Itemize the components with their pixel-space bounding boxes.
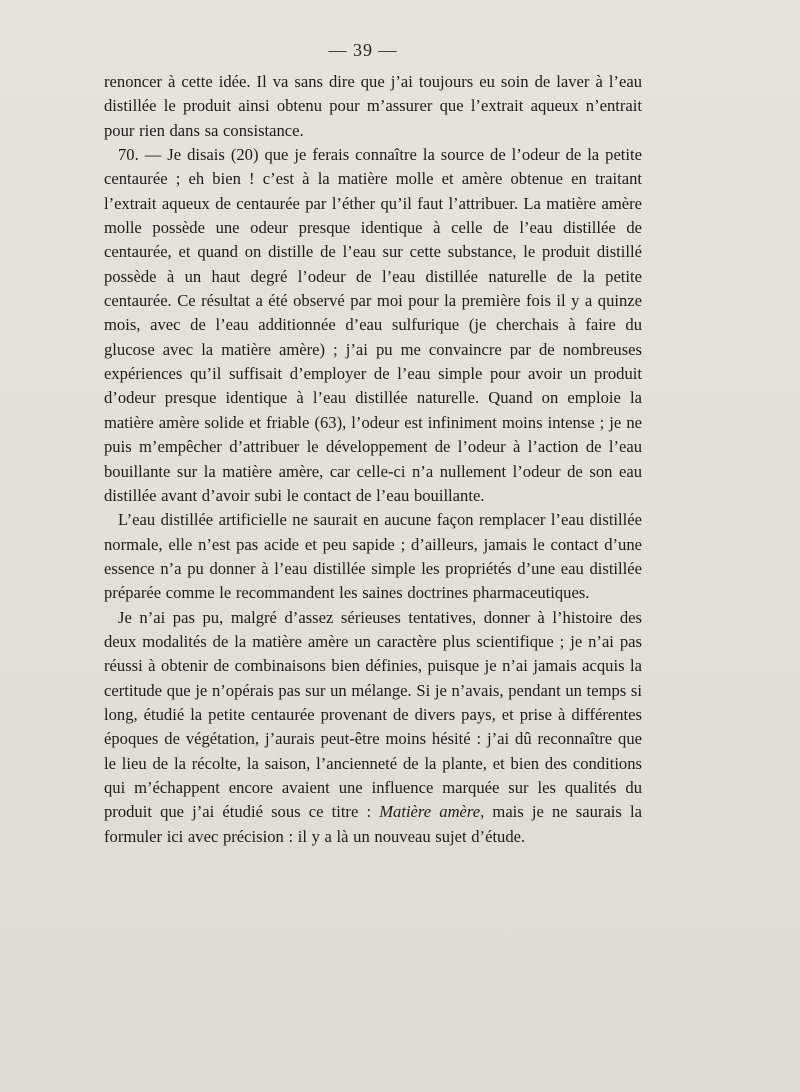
text-body: [104, 70, 642, 849]
italic-term: Matière amère: [379, 802, 481, 822]
paragraph-continuation: [104, 70, 642, 143]
paragraph-text: renoncer à cette idée. Il va sans dire que j’ai toujours eu soin de laver à l’eau distillée le produit ainsi obtenu pour m’assurer que l’extrait aqueux n’entrait pour rien dans sa consistance.: [104, 72, 642, 140]
paragraph-artificial-water: [104, 508, 642, 605]
paragraph-text: , mais je ne saurais la formuler ici avec précision : il y a là un nouveau sujet d’étude.: [104, 802, 642, 846]
paragraph-conclusion: [104, 606, 642, 849]
paragraph-text: Je n’ai pas pu, malgré d’assez sérieuses tentatives, donner à l’histoire des deux modalités de la matière amère un caractère plus scientifique ; je n’ai pas réussi à obtenir de combinaisons bien définies, puisque je n’ai jamais acquis la certitude que je n’opérais pas sur un mélange. Si je n’avais, pendant un temps si long, étudié la petite centaurée provenant de divers pays, et prise à différentes époques de végétation, j’aurais peut-être moins hésité : j’ai dû reconnaître que le lieu de la récolte, la saison, l’ancienneté de la plante, et bien des conditions qui m’échappent encore avaient une influence marquée sur les qualités du produit que j’ai étudié sous ce titre :: [104, 607, 642, 822]
paragraph-text: L’eau distillée artificielle ne saurait en aucune façon remplacer l’eau distillée normale, elle n’est pas acide et peu sapide ; d’ailleurs, jamais le contact d’une essence n’a pu donner à l’eau distillée simple les propriétés d’une eau distillée préparée comme le recommandent les saines doctrines pharmaceutiques.: [104, 510, 642, 603]
page-number: — 39 —: [328, 40, 398, 60]
paragraph-section-70: [104, 143, 642, 508]
paragraph-text: 70. — Je disais (20) que je ferais connaître la source de l’odeur de la petite centaurée ; eh bien ! c’est à la matière molle et amère obtenue en traitant l’extrait aqueux de centaurée par l’éther qu’il faut l’attribuer. La matière amère molle possède une odeur presque identique à celle de l’eau distillée de centaurée, et quand on distille de l’eau sur cette substance, le produit distillé possède à un haut degré l’odeur de l’eau distillée naturelle de la petite centaurée. Ce résultat a été observé par moi pour la première fois il y a quinze mois, avec de l’eau additionnée d’eau sulfurique (je cherchais à faire du glucose avec la matière amère) ; j’ai pu me convaincre par de nombreuses expériences qu’il suffisait d’employer de l’eau simple pour avoir un produit d’odeur presque identique à l’eau distillée naturelle. Quand on emploie la matière amère solide et friable (63), l’odeur est infiniment moins intense ; je ne puis m’empêcher d’attribuer le développement de l’odeur à l’action de l’eau bouillante sur la matière amère, car celle-ci n’a nullement l’odeur de son eau distillée avant d’avoir subi le contact de l’eau bouillante.: [104, 145, 642, 505]
